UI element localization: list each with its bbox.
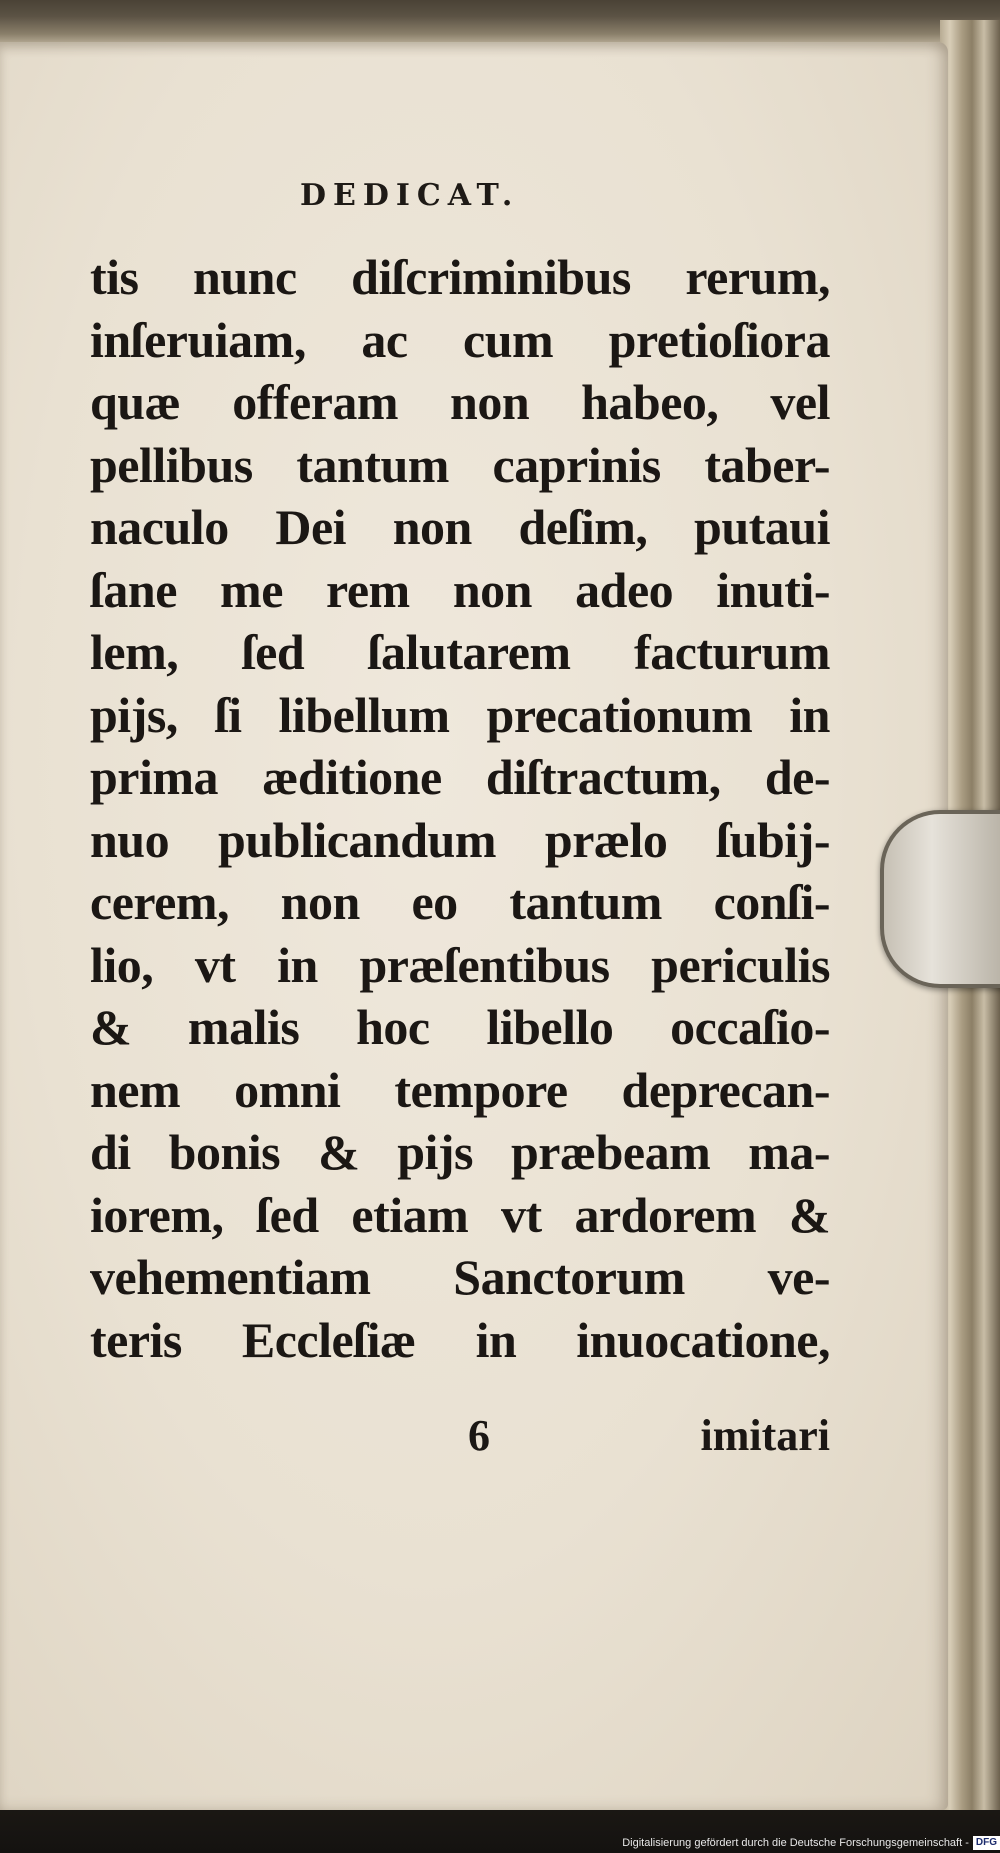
credit-text: Digitalisierung gefördert durch die Deutsche Forschungsgemeinschaft - [622, 1837, 969, 1849]
text-line: teris Eccleſiæ in inuocatione, [90, 1311, 830, 1368]
book-top-edge [0, 0, 1000, 48]
signature-mark: 6 [468, 1411, 490, 1460]
body-text [90, 246, 830, 1371]
text-line: lem, ſed ſalutarem facturum [90, 624, 830, 680]
text-line: nuo publicandum prælo ſubij- [90, 811, 830, 868]
text-line: prima æditione diſtractum, de- [90, 749, 830, 805]
text-line: naculo Dei non deſim, putaui [90, 499, 830, 555]
text-line: pellibus tantum caprinis taber- [90, 436, 830, 493]
text-line: lio, vt in præſentibus periculis [90, 936, 830, 993]
text-line: ſane me rem non adeo inuti- [90, 561, 830, 618]
text-line: di bonis & pijs præbeam ma- [90, 1124, 830, 1180]
text-line: vehementiam Sanctorum ve- [90, 1249, 830, 1305]
running-header: DEDICAT. [300, 178, 520, 213]
text-line: inſeruiam, ac cum pretioſiora [90, 311, 830, 368]
text-line: tis nunc diſcriminibus rerum, [90, 249, 830, 305]
text-line: iorem, ſed etiam vt ardorem & [90, 1186, 830, 1243]
text-line: & malis hoc libello occaſio- [90, 999, 830, 1055]
page-clip [880, 810, 1000, 988]
catchword: imitari [700, 1411, 830, 1460]
text-line: quæ offeram non habeo, vel [90, 374, 830, 430]
digitization-credit [600, 1834, 1000, 1853]
text-line: pijs, ſi libellum precationum in [90, 686, 830, 743]
catch-line [90, 1410, 830, 1470]
dfg-logo: DFG [973, 1836, 1000, 1850]
text-line: nem omni tempore deprecan- [90, 1061, 830, 1118]
text-line: cerem, non eo tantum conſi- [90, 874, 830, 930]
